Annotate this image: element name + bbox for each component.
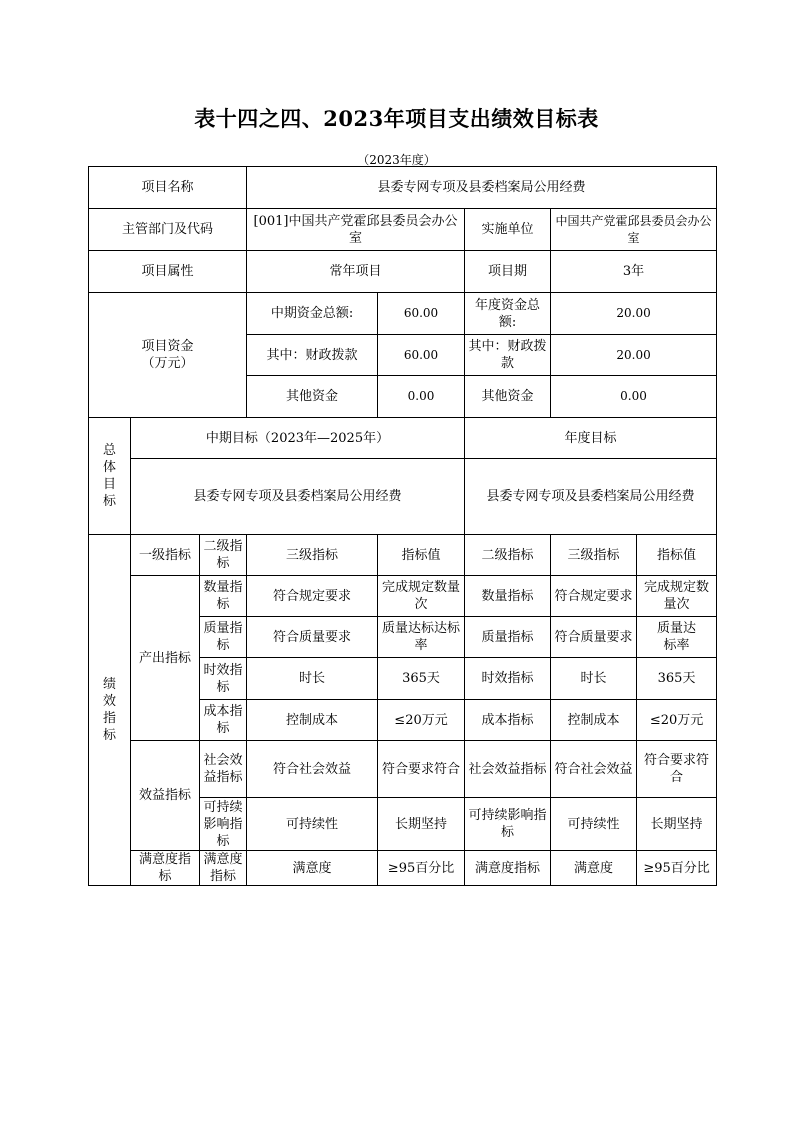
header-level3-annual: 三级指标 xyxy=(551,535,637,576)
benefit-indicator-label: 效益指标 xyxy=(131,741,200,851)
value-annual-cell: 质量达 标率 xyxy=(637,617,717,658)
mid-goal-text: 县委专网专项及县委档案局公用经费 xyxy=(131,459,465,535)
perf-indicator-label: 绩 效 指 标 xyxy=(89,535,131,886)
header-value-annual: 指标值 xyxy=(637,535,717,576)
funds-total-row xyxy=(89,293,717,335)
mid-goal-header: 中期目标（2023年—2025年） xyxy=(131,418,465,459)
mid-other-label: 其他资金 xyxy=(247,376,378,418)
annual-total-value: 20.00 xyxy=(551,293,717,335)
value-annual-cell: ≥95百分比 xyxy=(637,851,717,886)
indicator-header-row xyxy=(89,535,717,576)
mid-fiscal-value: 60.00 xyxy=(378,335,465,376)
level2-cell: 成本指 标 xyxy=(200,700,247,741)
overall-goal-text-row xyxy=(89,459,717,535)
mid-fiscal-label: 其中：财政拨款 xyxy=(247,335,378,376)
value-annual-cell: 365天 xyxy=(637,658,717,700)
level3-cell: 符合社会效益 xyxy=(247,741,378,798)
level3-annual-cell: 满意度 xyxy=(551,851,637,886)
level2-annual-cell: 时效指标 xyxy=(465,658,551,700)
header-value: 指标值 xyxy=(378,535,465,576)
level2-annual-cell: 质量指标 xyxy=(465,617,551,658)
project-name-value: 县委专网专项及县委档案局公用经费 xyxy=(247,167,717,209)
level2-cell: 数量指 标 xyxy=(200,576,247,617)
header-level3: 三级指标 xyxy=(247,535,378,576)
value-annual-cell: ≤20万元 xyxy=(637,700,717,741)
level2-annual-cell: 满意度指标 xyxy=(465,851,551,886)
overall-goal-label: 总 体 目 标 xyxy=(89,418,131,535)
level2-cell: 质量指 标 xyxy=(200,617,247,658)
value-annual-cell: 完成规定数 量次 xyxy=(637,576,717,617)
level3-annual-cell: 可持续性 xyxy=(551,798,637,851)
value-cell: 长期坚持 xyxy=(378,798,465,851)
value-cell: 365天 xyxy=(378,658,465,700)
level3-annual-cell: 时长 xyxy=(551,658,637,700)
level2-annual-cell: 可持续影响指 标 xyxy=(465,798,551,851)
level2-annual-cell: 社会效益指标 xyxy=(465,741,551,798)
page-title: 表十四之四、2023年项目支出绩效目标表 xyxy=(194,106,599,131)
dept-value: [001]中国共产党霍邱县委员会办公室 xyxy=(247,209,465,251)
annual-fiscal-value: 20.00 xyxy=(551,335,717,376)
mid-total-label: 中期资金总额: xyxy=(247,293,378,335)
level3-cell: 时长 xyxy=(247,658,378,700)
value-cell: ≥95百分比 xyxy=(378,851,465,886)
indicator-row xyxy=(89,851,717,886)
level2-cell: 满意度 指标 xyxy=(200,851,247,886)
level3-cell: 满意度 xyxy=(247,851,378,886)
project-name-label: 项目名称 xyxy=(89,167,247,209)
overall-goal-header-row xyxy=(89,418,717,459)
annual-goal-text: 县委专网专项及县委档案局公用经费 xyxy=(465,459,717,535)
mid-other-value: 0.00 xyxy=(378,376,465,418)
level3-cell: 控制成本 xyxy=(247,700,378,741)
level3-cell: 符合规定要求 xyxy=(247,576,378,617)
level2-annual-cell: 成本指标 xyxy=(465,700,551,741)
period-value: 3年 xyxy=(551,251,717,293)
funds-label: 项目资金 （万元） xyxy=(89,293,247,418)
header-level2: 二级指 标 xyxy=(200,535,247,576)
level2-cell: 时效指 标 xyxy=(200,658,247,700)
level2-annual-cell: 数量指标 xyxy=(465,576,551,617)
annual-goal-header: 年度目标 xyxy=(465,418,717,459)
annual-total-label: 年度资金总额: xyxy=(465,293,551,335)
attr-row xyxy=(89,251,717,293)
dept-row xyxy=(89,209,717,251)
performance-goal-table xyxy=(88,166,717,886)
attr-value: 常年项目 xyxy=(247,251,465,293)
level3-annual-cell: 符合质量要求 xyxy=(551,617,637,658)
level2-cell: 社会效 益指标 xyxy=(200,741,247,798)
level3-annual-cell: 符合社会效益 xyxy=(551,741,637,798)
value-cell: 完成规定数量 次 xyxy=(378,576,465,617)
header-level2-annual: 二级指标 xyxy=(465,535,551,576)
level3-cell: 符合质量要求 xyxy=(247,617,378,658)
annual-fiscal-label: 其中：财政拨款 xyxy=(465,335,551,376)
level2-cell: 可持续 影响指 标 xyxy=(200,798,247,851)
impl-label: 实施单位 xyxy=(465,209,551,251)
dept-label: 主管部门及代码 xyxy=(89,209,247,251)
value-cell: ≤20万元 xyxy=(378,700,465,741)
satisfaction-indicator-label: 满意度指 标 xyxy=(131,851,200,886)
level3-annual-cell: 控制成本 xyxy=(551,700,637,741)
mid-total-value: 60.00 xyxy=(378,293,465,335)
value-annual-cell: 长期坚持 xyxy=(637,798,717,851)
value-cell: 质量达标达标 率 xyxy=(378,617,465,658)
annual-other-value: 0.00 xyxy=(551,376,717,418)
level3-cell: 可持续性 xyxy=(247,798,378,851)
indicator-row xyxy=(89,741,717,798)
impl-value: 中国共产党霍邱县委员会办公室 xyxy=(551,209,717,251)
value-annual-cell: 符合要求符 合 xyxy=(637,741,717,798)
output-indicator-label: 产出指标 xyxy=(131,576,200,741)
header-level1: 一级指标 xyxy=(131,535,200,576)
project-name-row xyxy=(89,167,717,209)
level3-annual-cell: 符合规定要求 xyxy=(551,576,637,617)
year-note: （2023年度） xyxy=(357,153,436,167)
period-label: 项目期 xyxy=(465,251,551,293)
indicator-row xyxy=(89,576,717,617)
annual-other-label: 其他资金 xyxy=(465,376,551,418)
value-cell: 符合要求符合 xyxy=(378,741,465,798)
attr-label: 项目属性 xyxy=(89,251,247,293)
